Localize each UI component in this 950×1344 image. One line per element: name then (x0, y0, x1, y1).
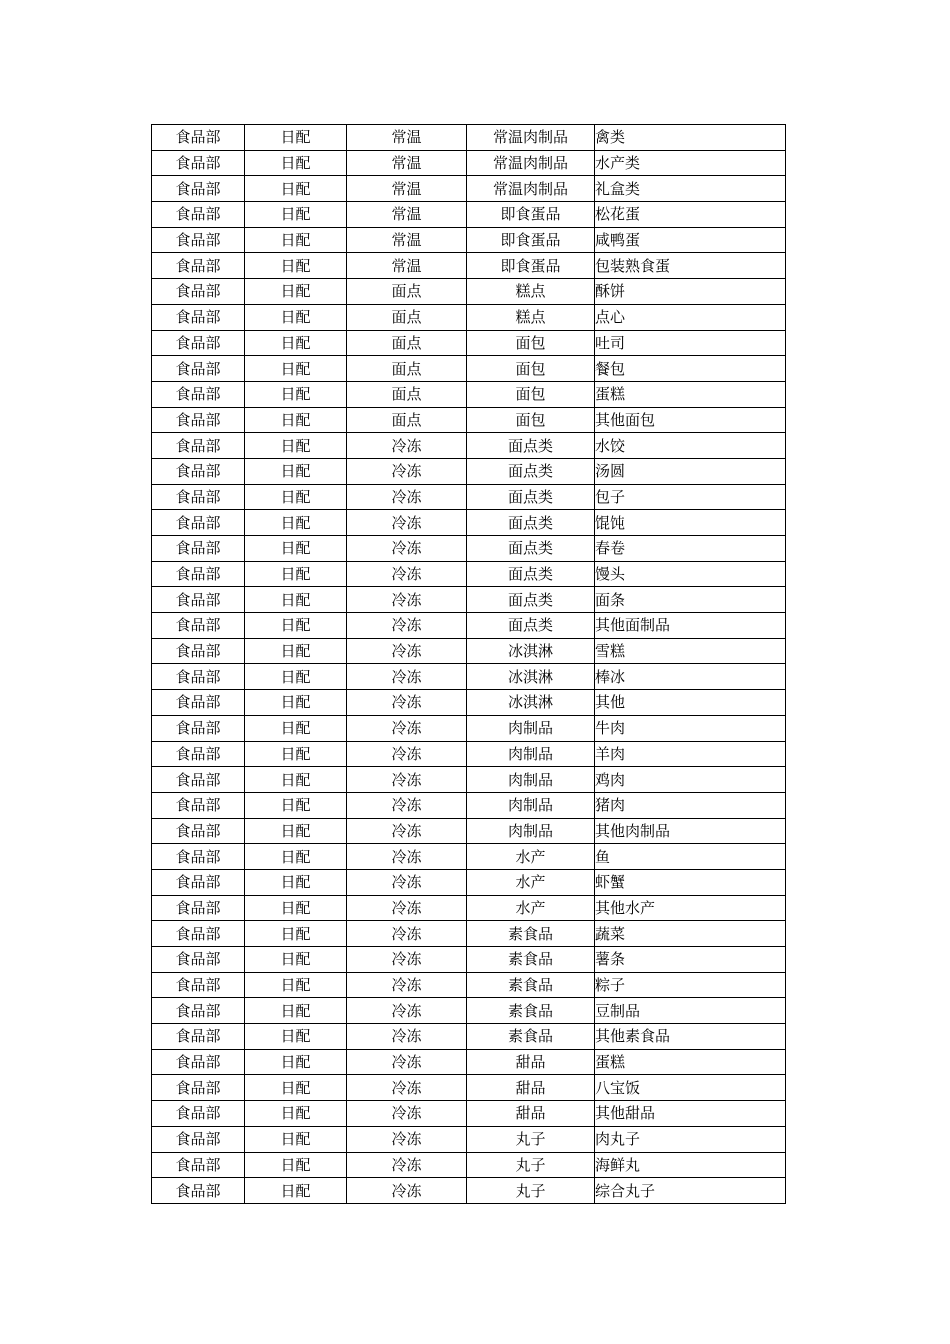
storage-type-cell: 冷冻 (347, 972, 467, 998)
category-cell: 肉制品 (467, 741, 595, 767)
table-row (152, 792, 786, 818)
department-cell: 食品部 (152, 330, 245, 356)
distribution-cell: 日配 (245, 947, 347, 973)
category-cell: 面包 (467, 356, 595, 382)
category-cell: 常温肉制品 (467, 176, 595, 202)
distribution-cell: 日配 (245, 587, 347, 613)
subcategory-cell: 吐司 (595, 330, 786, 356)
department-cell: 食品部 (152, 253, 245, 279)
table-row (152, 972, 786, 998)
subcategory-cell: 薯条 (595, 947, 786, 973)
department-cell: 食品部 (152, 1126, 245, 1152)
department-cell: 食品部 (152, 536, 245, 562)
department-cell: 食品部 (152, 304, 245, 330)
storage-type-cell: 冷冻 (347, 869, 467, 895)
category-cell: 素食品 (467, 972, 595, 998)
storage-type-cell: 冷冻 (347, 1024, 467, 1050)
distribution-cell: 日配 (245, 998, 347, 1024)
distribution-cell: 日配 (245, 510, 347, 536)
department-cell: 食品部 (152, 1178, 245, 1204)
storage-type-cell: 冷冻 (347, 792, 467, 818)
storage-type-cell: 冷冻 (347, 1075, 467, 1101)
table-row (152, 561, 786, 587)
distribution-cell: 日配 (245, 895, 347, 921)
department-cell: 食品部 (152, 792, 245, 818)
storage-type-cell: 冷冻 (347, 690, 467, 716)
subcategory-cell: 水产类 (595, 150, 786, 176)
distribution-cell: 日配 (245, 1178, 347, 1204)
department-cell: 食品部 (152, 921, 245, 947)
distribution-cell: 日配 (245, 304, 347, 330)
storage-type-cell: 常温 (347, 227, 467, 253)
department-cell: 食品部 (152, 664, 245, 690)
distribution-cell: 日配 (245, 1101, 347, 1127)
category-cell: 即食蛋品 (467, 227, 595, 253)
subcategory-cell: 羊肉 (595, 741, 786, 767)
table-row (152, 356, 786, 382)
subcategory-cell: 蛋糕 (595, 381, 786, 407)
department-cell: 食品部 (152, 741, 245, 767)
subcategory-cell: 礼盒类 (595, 176, 786, 202)
subcategory-cell: 酥饼 (595, 279, 786, 305)
table-row (152, 638, 786, 664)
table-row (152, 458, 786, 484)
subcategory-cell: 松花蛋 (595, 202, 786, 228)
subcategory-cell: 水饺 (595, 433, 786, 459)
subcategory-cell: 其他面包 (595, 407, 786, 433)
subcategory-cell: 馄饨 (595, 510, 786, 536)
storage-type-cell: 面点 (347, 407, 467, 433)
distribution-cell: 日配 (245, 561, 347, 587)
table-row (152, 1126, 786, 1152)
table-row (152, 1075, 786, 1101)
subcategory-cell: 八宝饭 (595, 1075, 786, 1101)
distribution-cell: 日配 (245, 253, 347, 279)
storage-type-cell: 冷冻 (347, 818, 467, 844)
subcategory-cell: 包装熟食蛋 (595, 253, 786, 279)
table-row (152, 818, 786, 844)
distribution-cell: 日配 (245, 921, 347, 947)
subcategory-cell: 禽类 (595, 125, 786, 151)
table-row (152, 1024, 786, 1050)
department-cell: 食品部 (152, 1152, 245, 1178)
storage-type-cell: 冷冻 (347, 844, 467, 870)
distribution-cell: 日配 (245, 150, 347, 176)
distribution-cell: 日配 (245, 869, 347, 895)
category-cell: 素食品 (467, 998, 595, 1024)
category-cell: 水产 (467, 844, 595, 870)
category-cell: 肉制品 (467, 818, 595, 844)
table-row (152, 253, 786, 279)
category-cell: 肉制品 (467, 792, 595, 818)
category-cell: 即食蛋品 (467, 202, 595, 228)
distribution-cell: 日配 (245, 176, 347, 202)
storage-type-cell: 常温 (347, 176, 467, 202)
subcategory-cell: 海鲜丸 (595, 1152, 786, 1178)
category-cell: 甜品 (467, 1049, 595, 1075)
table-row (152, 150, 786, 176)
storage-type-cell: 冷冻 (347, 664, 467, 690)
department-cell: 食品部 (152, 381, 245, 407)
category-cell: 面包 (467, 407, 595, 433)
department-cell: 食品部 (152, 1101, 245, 1127)
department-cell: 食品部 (152, 844, 245, 870)
distribution-cell: 日配 (245, 536, 347, 562)
subcategory-cell: 其他 (595, 690, 786, 716)
storage-type-cell: 冷冻 (347, 1178, 467, 1204)
table-row (152, 1178, 786, 1204)
category-cell: 肉制品 (467, 767, 595, 793)
subcategory-cell: 咸鸭蛋 (595, 227, 786, 253)
category-cell: 常温肉制品 (467, 150, 595, 176)
subcategory-cell: 虾蟹 (595, 869, 786, 895)
category-cell: 面点类 (467, 458, 595, 484)
subcategory-cell: 其他肉制品 (595, 818, 786, 844)
distribution-cell: 日配 (245, 227, 347, 253)
category-cell: 面点类 (467, 484, 595, 510)
distribution-cell: 日配 (245, 638, 347, 664)
category-cell: 面点类 (467, 433, 595, 459)
distribution-cell: 日配 (245, 818, 347, 844)
subcategory-cell: 棒冰 (595, 664, 786, 690)
table-row (152, 176, 786, 202)
department-cell: 食品部 (152, 1075, 245, 1101)
subcategory-cell: 其他素食品 (595, 1024, 786, 1050)
table-row (152, 433, 786, 459)
category-cell: 冰淇淋 (467, 638, 595, 664)
storage-type-cell: 冷冻 (347, 1049, 467, 1075)
category-cell: 面点类 (467, 510, 595, 536)
table-row (152, 741, 786, 767)
table-row (152, 125, 786, 151)
subcategory-cell: 肉丸子 (595, 1126, 786, 1152)
department-cell: 食品部 (152, 150, 245, 176)
department-cell: 食品部 (152, 176, 245, 202)
distribution-cell: 日配 (245, 1049, 347, 1075)
distribution-cell: 日配 (245, 715, 347, 741)
subcategory-cell: 蔬菜 (595, 921, 786, 947)
table-row (152, 613, 786, 639)
storage-type-cell: 冷冻 (347, 613, 467, 639)
table-row (152, 227, 786, 253)
subcategory-cell: 馒头 (595, 561, 786, 587)
subcategory-cell: 面条 (595, 587, 786, 613)
table-row (152, 304, 786, 330)
distribution-cell: 日配 (245, 613, 347, 639)
table-row (152, 664, 786, 690)
category-cell: 丸子 (467, 1178, 595, 1204)
storage-type-cell: 冷冻 (347, 536, 467, 562)
storage-type-cell: 常温 (347, 150, 467, 176)
department-cell: 食品部 (152, 587, 245, 613)
department-cell: 食品部 (152, 510, 245, 536)
distribution-cell: 日配 (245, 1126, 347, 1152)
distribution-cell: 日配 (245, 1075, 347, 1101)
table-row (152, 869, 786, 895)
department-cell: 食品部 (152, 895, 245, 921)
distribution-cell: 日配 (245, 458, 347, 484)
distribution-cell: 日配 (245, 279, 347, 305)
table-row (152, 844, 786, 870)
department-cell: 食品部 (152, 998, 245, 1024)
department-cell: 食品部 (152, 356, 245, 382)
distribution-cell: 日配 (245, 125, 347, 151)
table-row (152, 1101, 786, 1127)
distribution-cell: 日配 (245, 664, 347, 690)
category-table-body (152, 125, 786, 1204)
department-cell: 食品部 (152, 690, 245, 716)
subcategory-cell: 鱼 (595, 844, 786, 870)
table-row (152, 279, 786, 305)
storage-type-cell: 冷冻 (347, 921, 467, 947)
category-cell: 面点类 (467, 536, 595, 562)
table-row (152, 921, 786, 947)
subcategory-cell: 牛肉 (595, 715, 786, 741)
subcategory-cell: 其他面制品 (595, 613, 786, 639)
table-row (152, 1049, 786, 1075)
distribution-cell: 日配 (245, 407, 347, 433)
storage-type-cell: 冷冻 (347, 433, 467, 459)
department-cell: 食品部 (152, 767, 245, 793)
distribution-cell: 日配 (245, 484, 347, 510)
department-cell: 食品部 (152, 947, 245, 973)
subcategory-cell: 豆制品 (595, 998, 786, 1024)
storage-type-cell: 冷冻 (347, 895, 467, 921)
table-row (152, 767, 786, 793)
subcategory-cell: 蛋糕 (595, 1049, 786, 1075)
category-cell: 面点类 (467, 587, 595, 613)
category-cell: 糕点 (467, 304, 595, 330)
department-cell: 食品部 (152, 433, 245, 459)
category-cell: 甜品 (467, 1101, 595, 1127)
department-cell: 食品部 (152, 279, 245, 305)
category-cell: 素食品 (467, 1024, 595, 1050)
department-cell: 食品部 (152, 458, 245, 484)
distribution-cell: 日配 (245, 1152, 347, 1178)
storage-type-cell: 冷冻 (347, 458, 467, 484)
storage-type-cell: 面点 (347, 381, 467, 407)
distribution-cell: 日配 (245, 1024, 347, 1050)
storage-type-cell: 常温 (347, 202, 467, 228)
subcategory-cell: 其他甜品 (595, 1101, 786, 1127)
subcategory-cell: 猪肉 (595, 792, 786, 818)
storage-type-cell: 冷冻 (347, 484, 467, 510)
category-cell: 即食蛋品 (467, 253, 595, 279)
department-cell: 食品部 (152, 972, 245, 998)
category-cell: 糕点 (467, 279, 595, 305)
storage-type-cell: 面点 (347, 304, 467, 330)
distribution-cell: 日配 (245, 433, 347, 459)
subcategory-cell: 包子 (595, 484, 786, 510)
distribution-cell: 日配 (245, 767, 347, 793)
department-cell: 食品部 (152, 407, 245, 433)
storage-type-cell: 冷冻 (347, 587, 467, 613)
table-row (152, 998, 786, 1024)
category-cell: 常温肉制品 (467, 125, 595, 151)
storage-type-cell: 冷冻 (347, 510, 467, 536)
storage-type-cell: 面点 (347, 330, 467, 356)
subcategory-cell: 春卷 (595, 536, 786, 562)
storage-type-cell: 常温 (347, 253, 467, 279)
category-cell: 冰淇淋 (467, 690, 595, 716)
table-row (152, 690, 786, 716)
department-cell: 食品部 (152, 715, 245, 741)
storage-type-cell: 冷冻 (347, 947, 467, 973)
category-table (151, 124, 786, 1204)
subcategory-cell: 雪糕 (595, 638, 786, 664)
distribution-cell: 日配 (245, 741, 347, 767)
category-cell: 丸子 (467, 1152, 595, 1178)
storage-type-cell: 常温 (347, 125, 467, 151)
table-row (152, 1152, 786, 1178)
subcategory-cell: 餐包 (595, 356, 786, 382)
category-cell: 冰淇淋 (467, 664, 595, 690)
storage-type-cell: 冷冻 (347, 998, 467, 1024)
distribution-cell: 日配 (245, 381, 347, 407)
department-cell: 食品部 (152, 613, 245, 639)
category-cell: 素食品 (467, 921, 595, 947)
table-row (152, 510, 786, 536)
subcategory-cell: 其他水产 (595, 895, 786, 921)
department-cell: 食品部 (152, 818, 245, 844)
subcategory-cell: 综合丸子 (595, 1178, 786, 1204)
storage-type-cell: 冷冻 (347, 638, 467, 664)
storage-type-cell: 面点 (347, 279, 467, 305)
category-cell: 丸子 (467, 1126, 595, 1152)
category-cell: 面包 (467, 381, 595, 407)
distribution-cell: 日配 (245, 792, 347, 818)
storage-type-cell: 冷冻 (347, 1101, 467, 1127)
distribution-cell: 日配 (245, 356, 347, 382)
department-cell: 食品部 (152, 869, 245, 895)
storage-type-cell: 冷冻 (347, 1152, 467, 1178)
department-cell: 食品部 (152, 1024, 245, 1050)
category-cell: 水产 (467, 869, 595, 895)
table-row (152, 947, 786, 973)
table-row (152, 484, 786, 510)
storage-type-cell: 面点 (347, 356, 467, 382)
table-row (152, 536, 786, 562)
distribution-cell: 日配 (245, 844, 347, 870)
category-cell: 面点类 (467, 561, 595, 587)
subcategory-cell: 鸡肉 (595, 767, 786, 793)
distribution-cell: 日配 (245, 202, 347, 228)
department-cell: 食品部 (152, 1049, 245, 1075)
department-cell: 食品部 (152, 125, 245, 151)
storage-type-cell: 冷冻 (347, 1126, 467, 1152)
table-row (152, 895, 786, 921)
distribution-cell: 日配 (245, 972, 347, 998)
category-cell: 面包 (467, 330, 595, 356)
category-cell: 甜品 (467, 1075, 595, 1101)
table-row (152, 381, 786, 407)
storage-type-cell: 冷冻 (347, 767, 467, 793)
distribution-cell: 日配 (245, 330, 347, 356)
storage-type-cell: 冷冻 (347, 561, 467, 587)
table-row (152, 587, 786, 613)
category-cell: 面点类 (467, 613, 595, 639)
table-row (152, 202, 786, 228)
subcategory-cell: 点心 (595, 304, 786, 330)
table-row (152, 330, 786, 356)
category-cell: 肉制品 (467, 715, 595, 741)
department-cell: 食品部 (152, 202, 245, 228)
subcategory-cell: 粽子 (595, 972, 786, 998)
distribution-cell: 日配 (245, 690, 347, 716)
department-cell: 食品部 (152, 561, 245, 587)
category-cell: 水产 (467, 895, 595, 921)
storage-type-cell: 冷冻 (347, 741, 467, 767)
table-row (152, 407, 786, 433)
table-row (152, 715, 786, 741)
department-cell: 食品部 (152, 484, 245, 510)
storage-type-cell: 冷冻 (347, 715, 467, 741)
category-cell: 素食品 (467, 947, 595, 973)
department-cell: 食品部 (152, 227, 245, 253)
subcategory-cell: 汤圆 (595, 458, 786, 484)
department-cell: 食品部 (152, 638, 245, 664)
